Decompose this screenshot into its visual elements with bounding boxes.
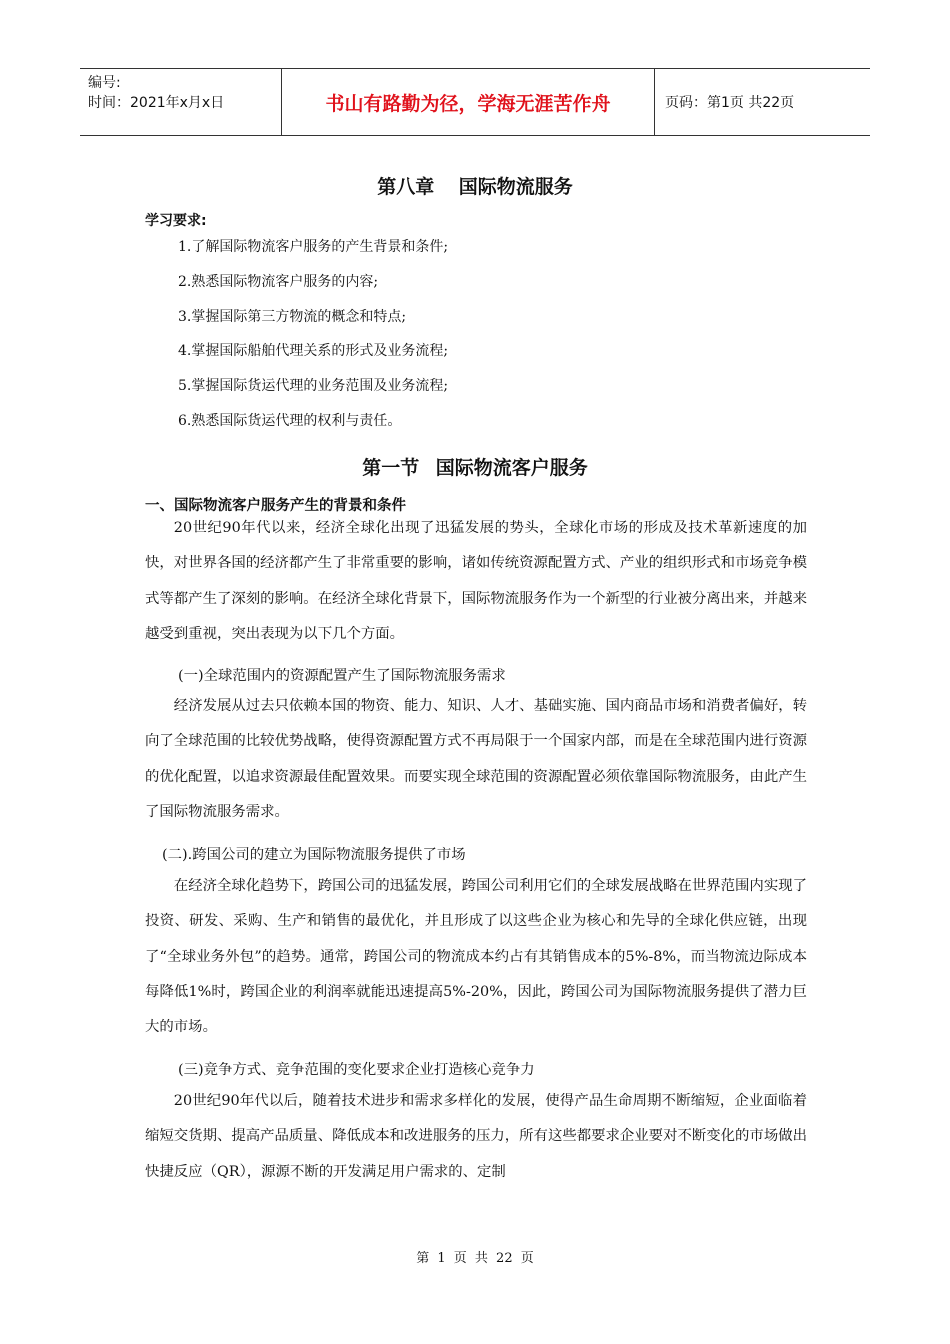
sub-heading: (一)全球范围内的资源配置产生了国际物流服务需求 xyxy=(178,668,506,684)
subsection-title: 一、国际物流客户服务产生的背景和条件 xyxy=(145,498,406,514)
requirement-item: 1.了解国际物流客户服务的产生背景和条件; xyxy=(178,239,449,255)
paragraph: 在经济全球化趋势下，跨国公司的迅猛发展，跨国公司利用它们的全球发展战略在世界范围内实现了投资、研发、采购、生产和销售的最优化，并且形成了以这些企业为核心和先导的全球化供应链，出现了“全球业务外包”的趋势。通常，跨国公司的物流成本约占有其销售成本的5%-8%，而当物流边际成本每降低1%时，跨国企业的利润率就能迅速提高5%-20%，因此，跨国公司为国际物流服务提供了潜力巨大的市场。 xyxy=(145,878,807,1036)
requirement-item: 2.熟悉国际物流客户服务的内容; xyxy=(178,273,379,290)
requirements-list xyxy=(178,236,448,445)
header-meta xyxy=(80,69,282,135)
section-title: 第一节 国际物流客户服务 xyxy=(362,457,588,479)
page-footer: 第 1 页 共 22 页 xyxy=(416,1251,534,1266)
sub-heading: (三)竞争方式、竞争范围的变化要求企业打造核心竞争力 xyxy=(178,1062,535,1078)
requirements-title: 学习要求: xyxy=(145,213,207,229)
page-header xyxy=(80,68,870,136)
requirement-item: 3.掌握国际第三方物流的概念和特点; xyxy=(178,308,407,325)
chapter-title: 第八章 国际物流服务 xyxy=(377,176,573,198)
paragraph: 经济发展从过去只依赖本国的物资、能力、知识、人才、基础实施、国内商品市场和消费者偏好，转向了全球范围的比较优势战略，使得资源配置方式不再局限于一个国家内部，而是在全球范围内进行资源的优化配置，以追求资源最佳配置效果。而要实现全球范围的资源配置必须依靠国际物流服务，由此产生了国际物流服务需求。 xyxy=(145,698,807,820)
header-motto: 书山有路勤为径，学海无涯苦作舟 xyxy=(282,69,655,135)
requirement-item: 6.熟悉国际货运代理的权利与责任。 xyxy=(178,412,402,429)
sub-heading: (二).跨国公司的建立为国际物流服务提供了市场 xyxy=(162,847,466,863)
header-page-info: 页码：第1页 共22页 xyxy=(665,95,795,111)
document-number-label: 编号: xyxy=(88,75,121,91)
paragraph: 20世纪90年代以来，经济全球化出现了迅猛发展的势头，全球化市场的形成及技术革新速度的加快，对世界各国的经济都产生了非常重要的影响，诸如传统资源配置方式、产业的组织形式和市场竞争模式等都产生了深刻的影响。在经济全球化背景下，国际物流服务作为一个新型的行业被分离出来，并越来越受到重视，突出表现为以下几个方面。 xyxy=(145,520,807,642)
requirement-item: 4.掌握国际船舶代理关系的形式及业务流程; xyxy=(178,343,449,360)
requirement-item: 5.掌握国际货运代理的业务范围及业务流程; xyxy=(178,378,449,395)
paragraph: 20世纪90年代以后，随着技术进步和需求多样化的发展，使得产品生命周期不断缩短，企业面临着缩短交货期、提高产品质量、降低成本和改进服务的压力，所有这些都要求企业要对不断变化的市场做出快捷反应（QR），源源不断的开发满足用户需求的、定制 xyxy=(145,1093,807,1180)
document-time: 时间：2021年x月x日 xyxy=(88,95,225,111)
